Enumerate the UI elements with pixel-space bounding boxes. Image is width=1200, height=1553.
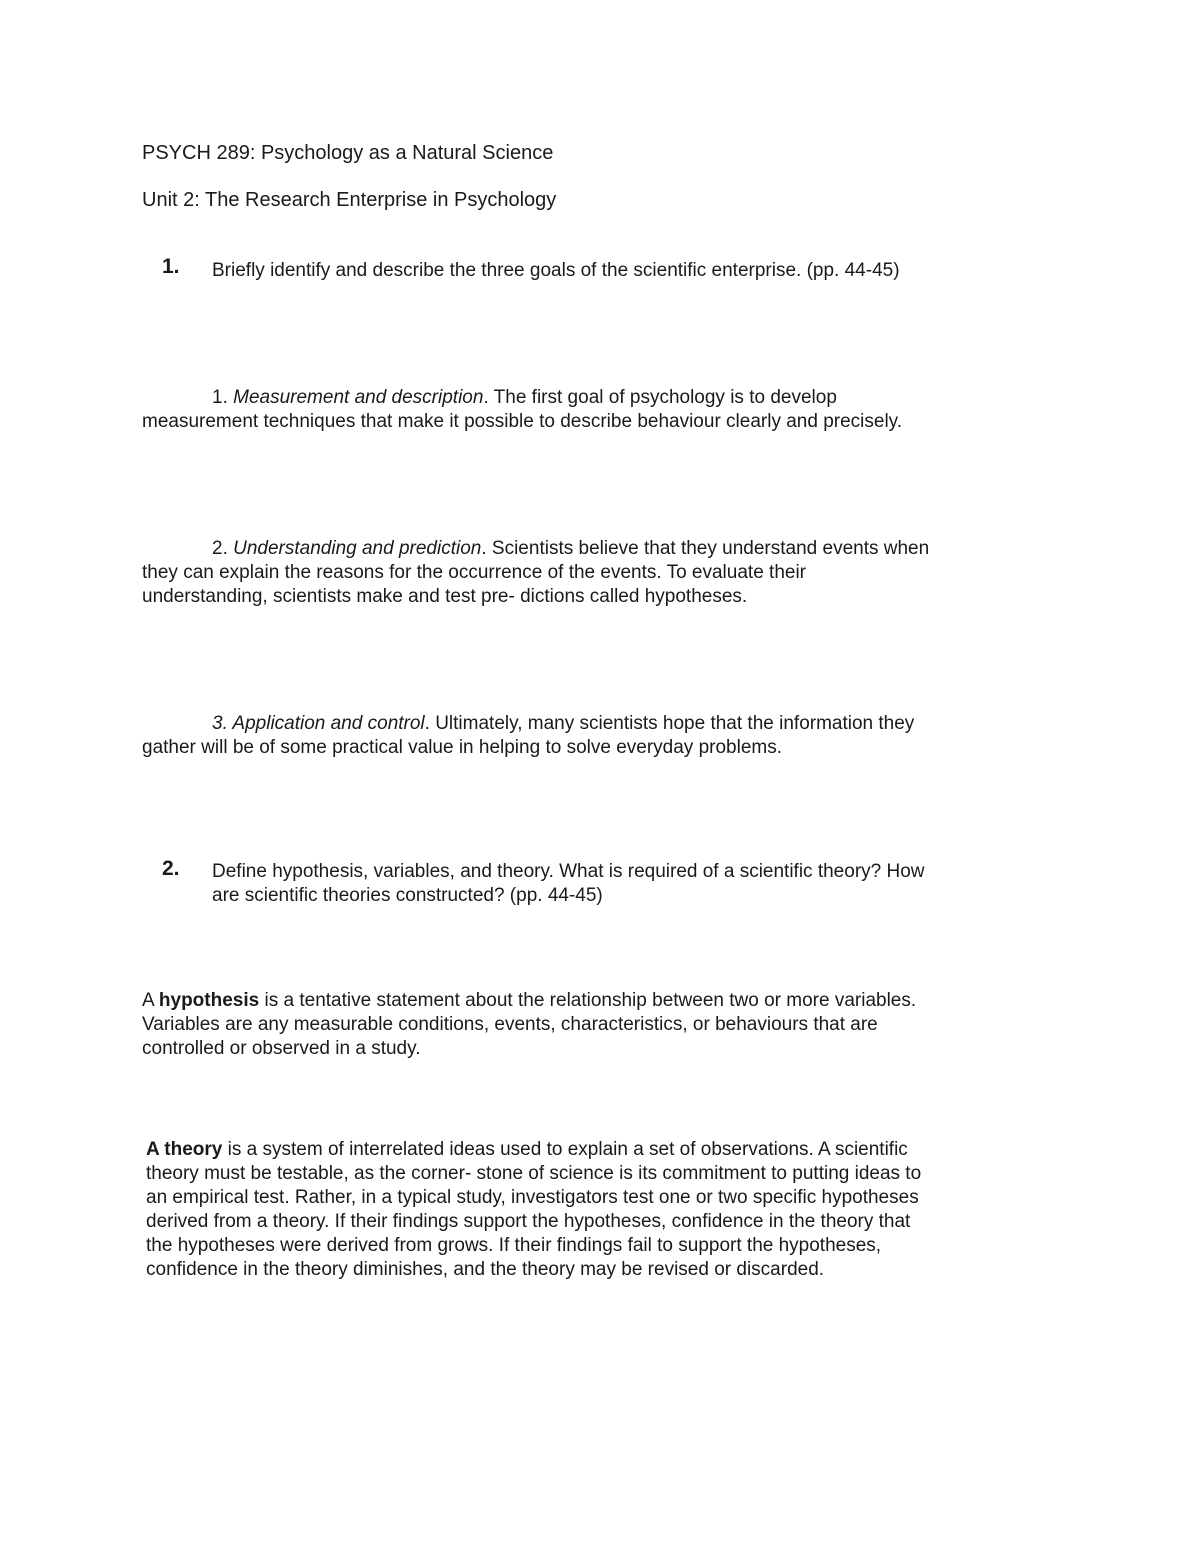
question-1-number: 1. <box>162 255 180 278</box>
goal-1-term: Measurement and description <box>233 387 484 408</box>
hypothesis-definition <box>142 989 932 1061</box>
goal-1-prefix: 1. <box>212 387 234 408</box>
question-2-number: 2. <box>162 857 180 880</box>
goal-2-term: Understanding and prediction <box>233 538 482 559</box>
hypothesis-lead: A <box>142 990 159 1011</box>
goal-3-term: 3. Application and control <box>212 713 425 734</box>
theory-body: is a system of interrelated ideas used to explain a set of observations. A scientific theory must be testable, as the corner- stone of science is its commitment to putting ideas to an empirical test. Rather, in a typical study, investigators test one or two specific hypotheses derived from a theory. If their findings support the hypotheses, confidence in the theory that the hypotheses were derived from grows. If their findings fail to support the hypotheses, confidence in the theory diminishes, and the theory may be revised or discarded. <box>146 1139 922 1280</box>
goal-3-paragraph <box>142 712 932 760</box>
unit-title: Unit 2: The Research Enterprise in Psychology <box>142 189 557 211</box>
goal-3-body: . Ultimately, many scientists hope that the information they gather will be of some practical value in helping to solve everyday problems. <box>142 713 915 758</box>
goal-2-body: . Scientists believe that they understand events when they can explain the reasons for the occurrence of the events. To evaluate their understanding, scientists make and test pre- dictions called hypotheses. <box>142 538 930 607</box>
hypothesis-body: is a tentative statement about the relationship between two or more variables. Variables are any measurable conditions, events, characteristics, or behaviours that are controlled or observed in a study. <box>142 990 917 1059</box>
theory-definition <box>146 1138 936 1282</box>
question-2-text: Define hypothesis, variables, and theory. What is required of a scientific theory? How are scientific theories constructed? (pp. 44-45) <box>212 861 925 906</box>
theory-lead: A <box>146 1139 165 1160</box>
course-title: PSYCH 289: Psychology as a Natural Science <box>142 142 554 164</box>
question-1-text: Briefly identify and describe the three goals of the scientific enterprise. (pp. 44-45) <box>212 260 900 281</box>
goal-2-prefix: 2. <box>212 538 234 559</box>
goal-1-paragraph <box>142 386 932 434</box>
theory-term: theory <box>164 1139 223 1160</box>
goal-2-paragraph <box>142 537 932 609</box>
hypothesis-term: hypothesis <box>158 990 260 1011</box>
goal-1-body: . The first goal of psychology is to develop measurement techniques that make it possible to describe behaviour clearly and precisely. <box>142 387 903 432</box>
